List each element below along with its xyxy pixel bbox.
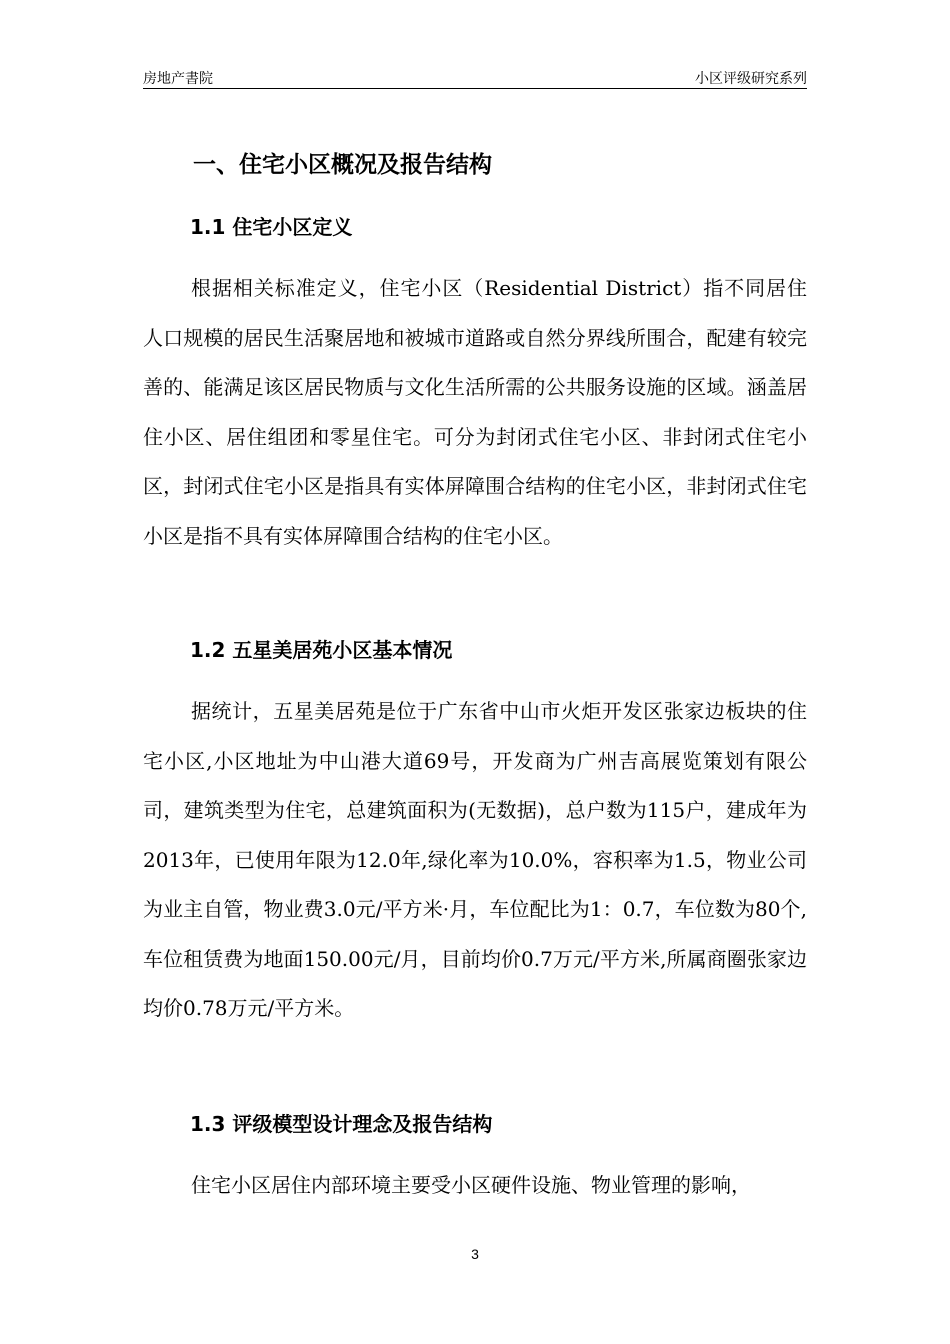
- section-title-1-1: 1.1 住宅小区定义: [190, 215, 353, 239]
- header-series-title: 小区评级研究系列: [695, 71, 807, 87]
- section-paragraph-1-3: 住宅小区居住内部环境主要受小区硬件设施、物业管理的影响，: [191, 1173, 751, 1197]
- page-number: 3: [471, 1246, 479, 1262]
- section-paragraph-1-1: 根据相关标准定义，住宅小区（Residential District）指不同居住人口规模的居民生活聚居地和被城市道路或自然分界线所围合，配建有较完善的、能满足该区居民物质与文化生活所需的公共服务设施的区域。涵盖居住小区、居住组团和零星住宅。可分为封闭式住宅小区、非封闭式住宅小区，封闭式住宅小区是指具有实体屏障围合结构的住宅小区，非封闭式住宅小区是指不具有实体屏障围合结构的住宅小区。: [143, 276, 807, 548]
- section-title-1-2: 1.2 五星美居苑小区基本情况: [190, 638, 453, 662]
- section-title-1-3: 1.3 评级模型设计理念及报告结构: [190, 1112, 493, 1136]
- section-paragraph-1-2: 据统计，五星美居苑是位于广东省中山市火炬开发区张家边板块的住宅小区,小区地址为中山港大道69号，开发商为广州吉高展览策划有限公司，建筑类型为住宅，总建筑面积为(无数据)，总户数为115户，建成年为2013年，已使用年限为12.0年,绿化率为10.0%，容积率为1.5，物业公司为业主自管，物业费3.0元/平方米·月，车位配比为1：0.7，车位数为80个,车位租赁费为地面150.00元/月，目前均价0.7万元/平方米,所属商圈张家边均价0.78万元/平方米。: [143, 699, 807, 1020]
- chapter-title: 一、住宅小区概况及报告结构: [193, 152, 492, 178]
- page-header: [143, 66, 807, 89]
- header-publisher: 房地产書院: [143, 71, 213, 87]
